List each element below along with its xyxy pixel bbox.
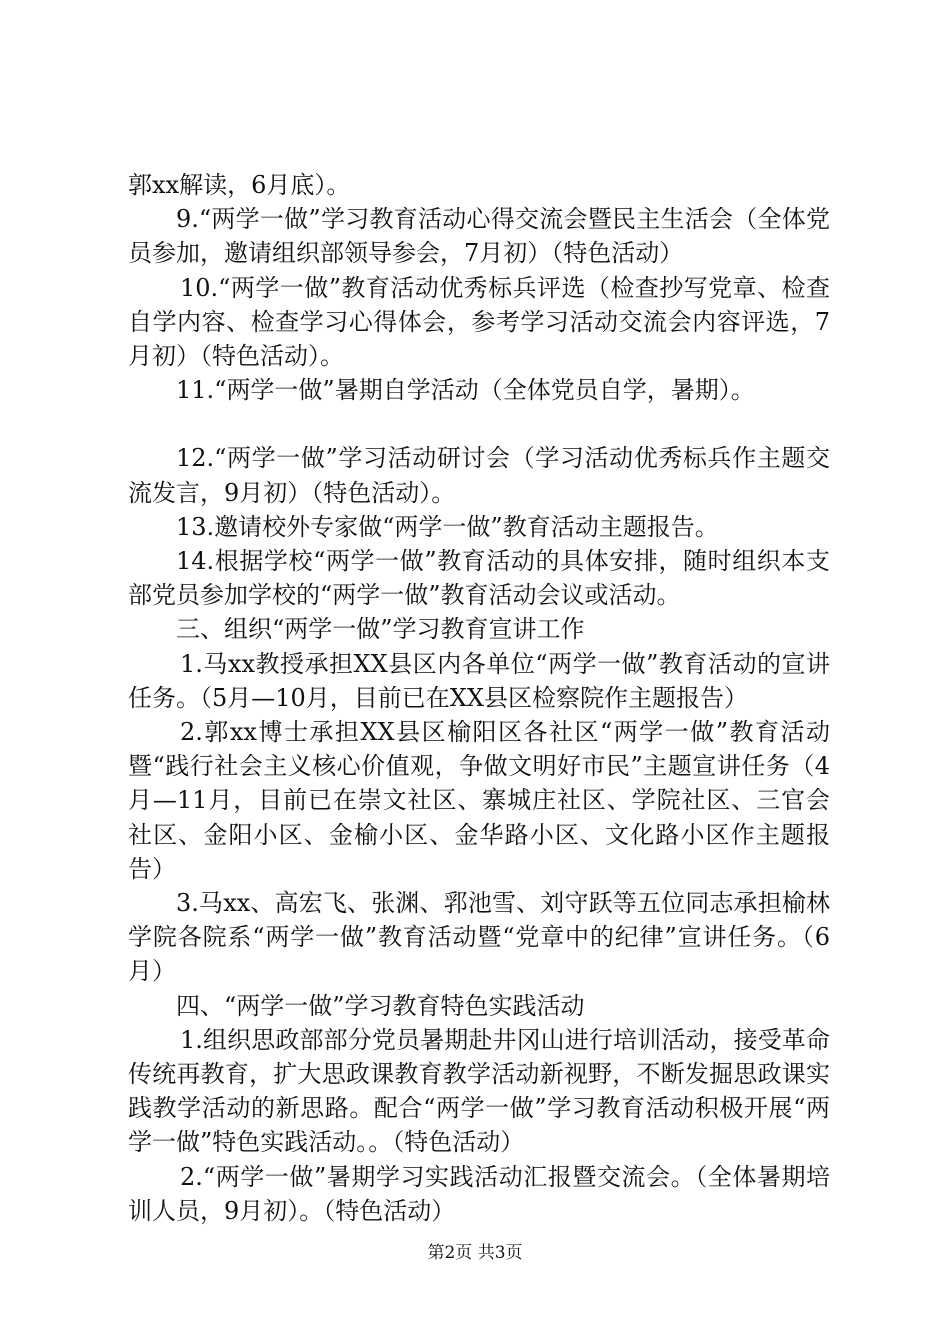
- paragraph-item-13: 13.邀请校外专家做“两学一做”教育活动主题报告。: [176, 512, 719, 541]
- paragraph-item-9: 9.“两学一做”学习教育活动心得交流会暨民主生活会（全体党员参加，邀请组织部领导参会，7月初）（特色活动）: [128, 205, 830, 268]
- paragraph-item-14: 14.根据学校“两学一做”教育活动的具体安排，随时组织本支部党员参加学校的“两学一做”教育活动会议或活动。: [128, 547, 830, 610]
- paragraph-gap: [128, 407, 830, 441]
- section-heading-3: 三、组织“两学一做”学习教育宣讲工作: [176, 615, 585, 644]
- paragraph-practice-1: 1.组织思政部部分党员暑期赴井冈山进行培训活动，接受革命传统再教育，扩大思政课教育教学活动新视野，不断发掘思政课实践教学活动的新思路。配合“两学一做”学习教育活动积极开展“两学一做”特色实践活动。。（特色活动）: [128, 1025, 830, 1157]
- paragraph-lecture-3: 3.马xx、高宏飞、张渊、郛池雪、刘守跃等五位同志承担榆林学院各院系“两学一做”教育活动暨“党章中的纪律”宣讲任务。（6月）: [128, 889, 830, 986]
- paragraph-item-12: 12.“两学一做”学习活动研讨会（学习活动优秀标兵作主题交流发言，9月初）（特色活动）。: [128, 444, 830, 507]
- paragraph-item-10: 10.“两学一做”教育活动优秀标兵评选（检查抄写党章、检查自学内容、检查学习心得体会，参考学习活动交流会内容评选，7月初）（特色活动）。: [128, 273, 830, 371]
- paragraph-lecture-1: 1.马xx教授承担XX县区内各单位“两学一做”教育活动的宣讲任务。（5月—10月，目前已在XX县区检察院作主题报告）: [128, 649, 830, 712]
- section-heading-4: 四、“两学一做”学习教育特色实践活动: [176, 991, 585, 1020]
- paragraph-lecture-2: 2.郭xx博士承担XX县区榆阳区各社区“两学一做”教育活动暨“践行社会主义核心价值观，争做文明好市民”主题宣讲任务（4月—11月，目前已在崇文社区、寨城庄社区、学院社区、三官会社区、金阳小区、金榆小区、金华路小区、文化路小区作主题报告）: [128, 718, 830, 883]
- document-body: [128, 168, 830, 1228]
- paragraph-item-11: 11.“两学一做”暑期自学活动（全体党员自学，暑期）。: [176, 376, 755, 405]
- paragraph-continuation: 郭xx解读，6月底）。: [128, 171, 351, 199]
- page-number-footer: 第2页 共3页: [427, 1243, 523, 1263]
- paragraph-practice-2: 2.“两学一做”暑期学习实践活动汇报暨交流会。（全体暑期培训人员，9月初）。（特色活动）: [128, 1162, 830, 1225]
